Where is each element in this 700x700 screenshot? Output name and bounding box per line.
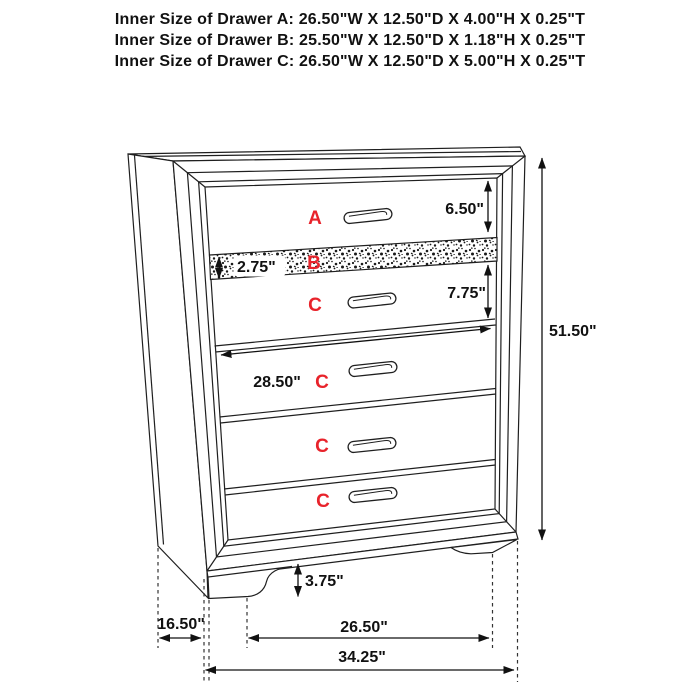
drawer-c2-label: C — [315, 372, 329, 393]
drawer-a-label: A — [308, 208, 322, 229]
dim-value-drawer-c-height: 7.75" — [447, 285, 486, 302]
inner-size-drawer-c-text: Inner Size of Drawer C: 26.50"W X 12.50"D X 5.00"H X 0.25"T — [114, 53, 586, 70]
dim-feet-span-width — [249, 619, 490, 638]
dim-value-side-depth: 16.50" — [157, 616, 205, 633]
drawer-c1-label: C — [308, 295, 322, 316]
inner-size-drawer-a-text: Inner Size of Drawer A: 26.50"W X 12.50"D X 4.00"H X 0.25"T — [114, 11, 586, 28]
dim-value-drawer-a-height: 6.50" — [445, 201, 484, 218]
dim-value-drawer-width: 28.50" — [253, 374, 301, 391]
dim-value-overall-width: 34.25" — [338, 649, 386, 666]
dim-value-feet-span-width: 26.50" — [340, 619, 388, 636]
dim-foot-height — [298, 564, 344, 597]
drawer-c3-label: C — [315, 436, 329, 457]
drawer-b-label: B — [307, 253, 321, 274]
inner-size-drawer-b-text: Inner Size of Drawer B: 25.50"W X 12.50"D X 1.18"H X 0.25"T — [114, 32, 586, 49]
dim-overall-width — [206, 649, 515, 670]
drawer-c4-label: C — [316, 491, 330, 512]
dim-value-overall-height: 51.50" — [549, 323, 597, 340]
dim-value-drawer-b-height: 2.75" — [237, 259, 276, 276]
dim-overall-height — [542, 158, 597, 540]
dim-value-foot-height: 3.75" — [305, 573, 344, 590]
dim-side-depth — [157, 616, 205, 638]
